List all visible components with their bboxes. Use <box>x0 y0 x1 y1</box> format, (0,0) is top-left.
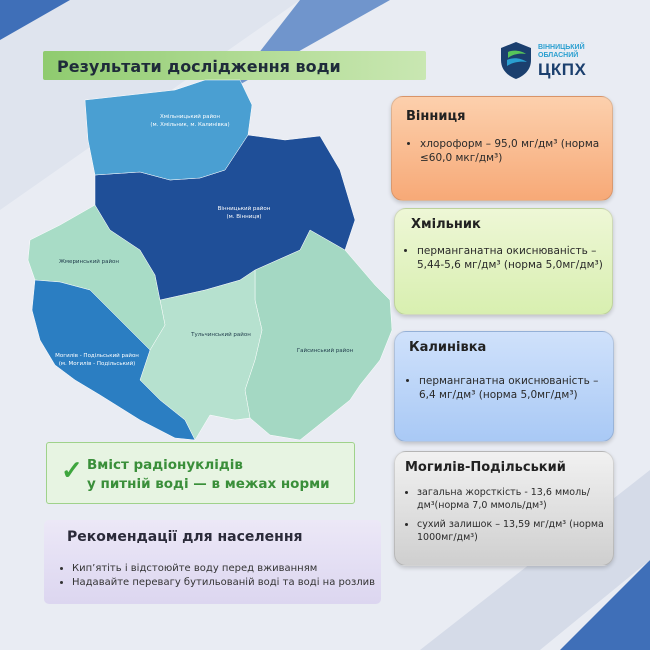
radionuclides-line2: у питній воді — в межах норми <box>87 476 330 492</box>
recommendations-title: Рекомендації для населення <box>67 529 303 545</box>
logo-abbr: ЦКПХ <box>538 60 587 79</box>
recommendation-item: • Надавайте перевагу бутильованій воді та воді на розлив <box>72 576 375 590</box>
recommendation-item: • Кип’ятіть і відстоюйте воду перед вживанням <box>72 562 375 576</box>
region-label-vinnytsia: Вінницький район <box>217 206 271 212</box>
region-sub-mohyliv: (м. Могилів - Подільський) <box>58 361 136 367</box>
region-sub-vinnytsia: (м. Вінниця) <box>226 214 262 220</box>
card-kalynivka <box>394 331 614 442</box>
card-title: Могилів-Подільський <box>405 460 566 475</box>
region-label-khmilnyk: Хмільницький район <box>160 114 220 120</box>
card-item: • загальна жорсткість - 13,6 ммоль/дм³(норма 7,0 ммоль/дм³) <box>417 486 620 512</box>
region-sub-khmilnyk: (м. Хмільник, м. Калинівка) <box>150 122 230 128</box>
recommendations-box <box>44 520 381 604</box>
card-item: • хлороформ – 95,0 мг/дм³ (норма ≤60,0 мкг/дм³) <box>420 137 610 165</box>
region-label-haisyn: Гайсинський район <box>296 348 354 354</box>
check-icon: ✓ <box>61 455 83 485</box>
card-item: • перманганатна окиснюваність – 6,4 мг/дм³ (норма 5,0мг/дм³) <box>419 374 614 402</box>
radionuclides-line1: Вміст радіонуклідів <box>87 457 243 473</box>
card-item: • сухий залишок – 13,59 мг/дм³ (норма 1000мг/дм³) <box>417 518 620 544</box>
region-label-zhmerynka: Жмеринський район <box>58 259 120 265</box>
region-label-tulchyn: Тульчинський район <box>191 332 251 338</box>
region-label-mohyliv: Могилів - Подільський район <box>55 353 139 359</box>
logo-line2: ОБЛАСНИЙ <box>538 52 579 59</box>
region-khmilnyk[interactable] <box>85 80 252 180</box>
card-title: Хмільник <box>411 217 481 232</box>
radionuclides-box <box>46 442 355 504</box>
card-mohyliv <box>394 451 614 566</box>
card-title: Калинівка <box>409 340 487 355</box>
card-title: Вінниця <box>406 109 466 124</box>
card-item: • перманганатна окиснюваність – 5,44-5,6 мг/дм³ (норма 5,0мг/дм³) <box>417 244 612 272</box>
logo-line1: ВІННИЦЬКИЙ <box>538 44 585 51</box>
card-khmilnyk <box>394 208 613 315</box>
page-title: Результати дослідження води <box>57 57 341 76</box>
card-vinnytsia <box>391 96 613 201</box>
